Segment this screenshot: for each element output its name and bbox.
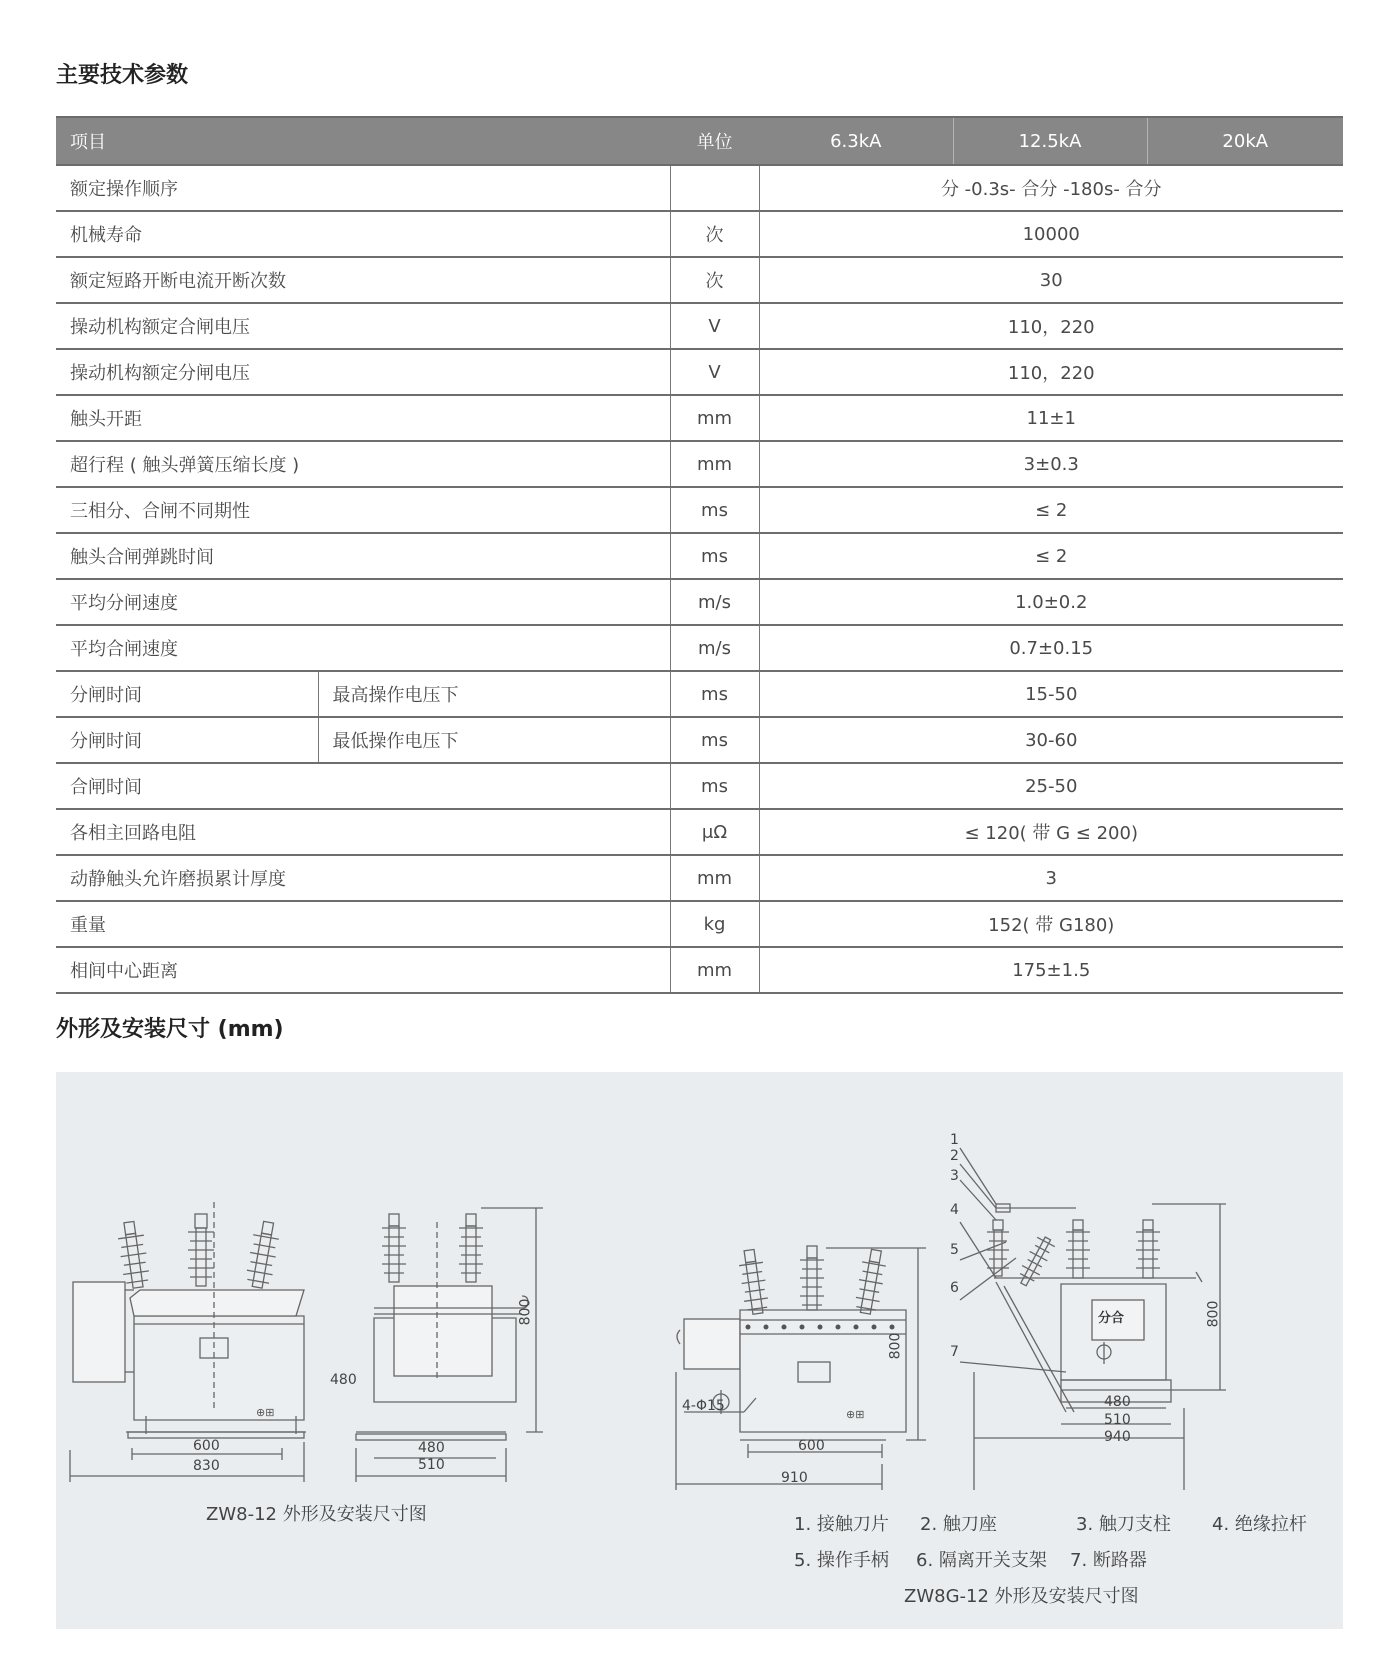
zw8-dim-480: 480 [418, 1440, 445, 1456]
param-value: 15-50 [759, 671, 1343, 717]
table-row [56, 855, 1343, 901]
param-name: 触头合闸弹跳时间 [56, 533, 670, 579]
param-unit: ms [670, 763, 759, 809]
param-unit: mm [670, 855, 759, 901]
table-row [56, 809, 1343, 855]
param-name: 分闸时间 [56, 717, 318, 763]
callout-1: 1 [950, 1132, 959, 1148]
param-value: ≤ 2 [759, 533, 1343, 579]
zw8g-dim-910: 910 [781, 1470, 808, 1486]
zw8-side-view [356, 1208, 543, 1482]
param-name: 超行程 ( 触头弹簧压缩长度 ) [56, 441, 670, 487]
dimension-drawing-panel [56, 1072, 1343, 1629]
callout-7: 7 [950, 1344, 959, 1360]
legend-item-4: 4. 绝缘拉杆 [1212, 1514, 1307, 1535]
legend-item-6: 6. 隔离开关支架 [916, 1550, 1047, 1571]
header-unit: 单位 [670, 117, 759, 165]
table-row [56, 165, 1343, 211]
table-row [56, 763, 1343, 809]
legend-item-3: 3. 触刀支柱 [1076, 1514, 1171, 1535]
table-row [56, 901, 1343, 947]
zw8g-dim-600: 600 [798, 1438, 825, 1454]
param-name: 三相分、合闸不同期性 [56, 487, 670, 533]
legend-item-7: 7. 断路器 [1070, 1550, 1147, 1571]
param-unit: ms [670, 533, 759, 579]
table-row [56, 349, 1343, 395]
callout-5: 5 [950, 1242, 959, 1258]
zw8g-side-view [960, 1148, 1226, 1490]
param-name: 平均合闸速度 [56, 625, 670, 671]
param-name: 相间中心距离 [56, 947, 670, 993]
param-unit: mm [670, 441, 759, 487]
param-value: 分 -0.3s- 合分 -180s- 合分 [759, 165, 1343, 211]
legend-item-1: 1. 接触刀片 [794, 1514, 889, 1535]
table-header-row [56, 117, 1343, 165]
param-name: 合闸时间 [56, 763, 670, 809]
callout-6: 6 [950, 1280, 959, 1296]
param-unit: kg [670, 901, 759, 947]
zw8g-caption: ZW8G-12 外形及安装尺寸图 [904, 1586, 1139, 1607]
zw8g-dim-800a: 800 [887, 1332, 904, 1360]
table-row [56, 303, 1343, 349]
param-value: 110，220 [759, 303, 1343, 349]
param-value: 11±1 [759, 395, 1343, 441]
table-row [56, 487, 1343, 533]
param-value: 1.0±0.2 [759, 579, 1343, 625]
param-unit: V [670, 303, 759, 349]
param-unit: 次 [670, 211, 759, 257]
header-6.3ka: 6.3kA [759, 117, 953, 165]
param-name: 操动机构额定分闸电压 [56, 349, 670, 395]
table-row [56, 625, 1343, 671]
zw8g-dim-holes: 4-Φ15 [682, 1398, 725, 1414]
param-name: 额定短路开断电流开断次数 [56, 257, 670, 303]
param-condition: 最低操作电压下 [318, 717, 670, 763]
param-name: 平均分闸速度 [56, 579, 670, 625]
zw8-dim-600: 600 [193, 1438, 220, 1454]
param-value: 3 [759, 855, 1343, 901]
param-unit: m/s [670, 625, 759, 671]
param-value: 3±0.3 [759, 441, 1343, 487]
param-unit: mm [670, 947, 759, 993]
param-value: 25-50 [759, 763, 1343, 809]
zw8-dim-800: 800 [517, 1298, 534, 1326]
param-name: 分闸时间 [56, 671, 318, 717]
table-row [56, 671, 1343, 717]
table-row [56, 211, 1343, 257]
svg-text:⊕⊞: ⊕⊞ [846, 1409, 865, 1421]
zw8-dim-510: 510 [418, 1457, 445, 1473]
param-name: 触头开距 [56, 395, 670, 441]
callout-4: 4 [950, 1202, 959, 1218]
section-title-params: 主要技术参数 [56, 63, 189, 88]
param-name: 额定操作顺序 [56, 165, 670, 211]
table-row [56, 947, 1343, 993]
param-unit: m/s [670, 579, 759, 625]
param-name: 动静触头允许磨损累计厚度 [56, 855, 670, 901]
table-row [56, 533, 1343, 579]
param-name: 各相主回路电阻 [56, 809, 670, 855]
zw8-dim-480-side: 480 [330, 1372, 357, 1388]
zw8g-dim-510: 510 [1104, 1412, 1131, 1428]
zw8g-dim-940: 940 [1104, 1429, 1131, 1445]
table-row [56, 441, 1343, 487]
header-20ka: 20kA [1147, 117, 1343, 165]
table-row [56, 395, 1343, 441]
param-value: 110，220 [759, 349, 1343, 395]
callout-3: 3 [950, 1168, 959, 1184]
zw8g-dim-480: 480 [1104, 1394, 1131, 1410]
param-unit: ms [670, 671, 759, 717]
param-value: 152( 带 G180) [759, 901, 1343, 947]
param-unit: 次 [670, 257, 759, 303]
legend-item-2: 2. 触刀座 [920, 1514, 997, 1535]
param-condition: 最高操作电压下 [318, 671, 670, 717]
param-name: 机械寿命 [56, 211, 670, 257]
table-row [56, 579, 1343, 625]
table-row [56, 717, 1343, 763]
param-unit: μΩ [670, 809, 759, 855]
table-row [56, 257, 1343, 303]
param-unit: V [670, 349, 759, 395]
header-item: 项目 [56, 117, 670, 165]
param-unit: ms [670, 487, 759, 533]
param-value: ≤ 120( 带 G ≤ 200) [759, 809, 1343, 855]
zw8g-dim-800b: 800 [1205, 1300, 1222, 1328]
params-table [56, 116, 1343, 994]
param-value: 0.7±0.15 [759, 625, 1343, 671]
param-value: 30 [759, 257, 1343, 303]
fenhe-indicator: 分合 [1098, 1311, 1125, 1326]
callout-2: 2 [950, 1148, 959, 1164]
param-name: 操动机构额定合闸电压 [56, 303, 670, 349]
param-value: 30-60 [759, 717, 1343, 763]
section-title-dimensions: 外形及安装尺寸 (mm) [56, 1017, 284, 1042]
param-unit: ms [670, 717, 759, 763]
param-unit [670, 165, 759, 211]
zw8-caption: ZW8-12 外形及安装尺寸图 [206, 1504, 427, 1525]
zw8-front-view [70, 1202, 306, 1482]
zw8-dim-830: 830 [193, 1458, 220, 1474]
param-value: ≤ 2 [759, 487, 1343, 533]
legend-item-5: 5. 操作手柄 [794, 1550, 889, 1571]
param-unit: mm [670, 395, 759, 441]
header-12.5ka: 12.5kA [953, 117, 1147, 165]
param-value: 175±1.5 [759, 947, 1343, 993]
param-name: 重量 [56, 901, 670, 947]
svg-text:⊕⊞: ⊕⊞ [256, 1407, 275, 1419]
param-value: 10000 [759, 211, 1343, 257]
